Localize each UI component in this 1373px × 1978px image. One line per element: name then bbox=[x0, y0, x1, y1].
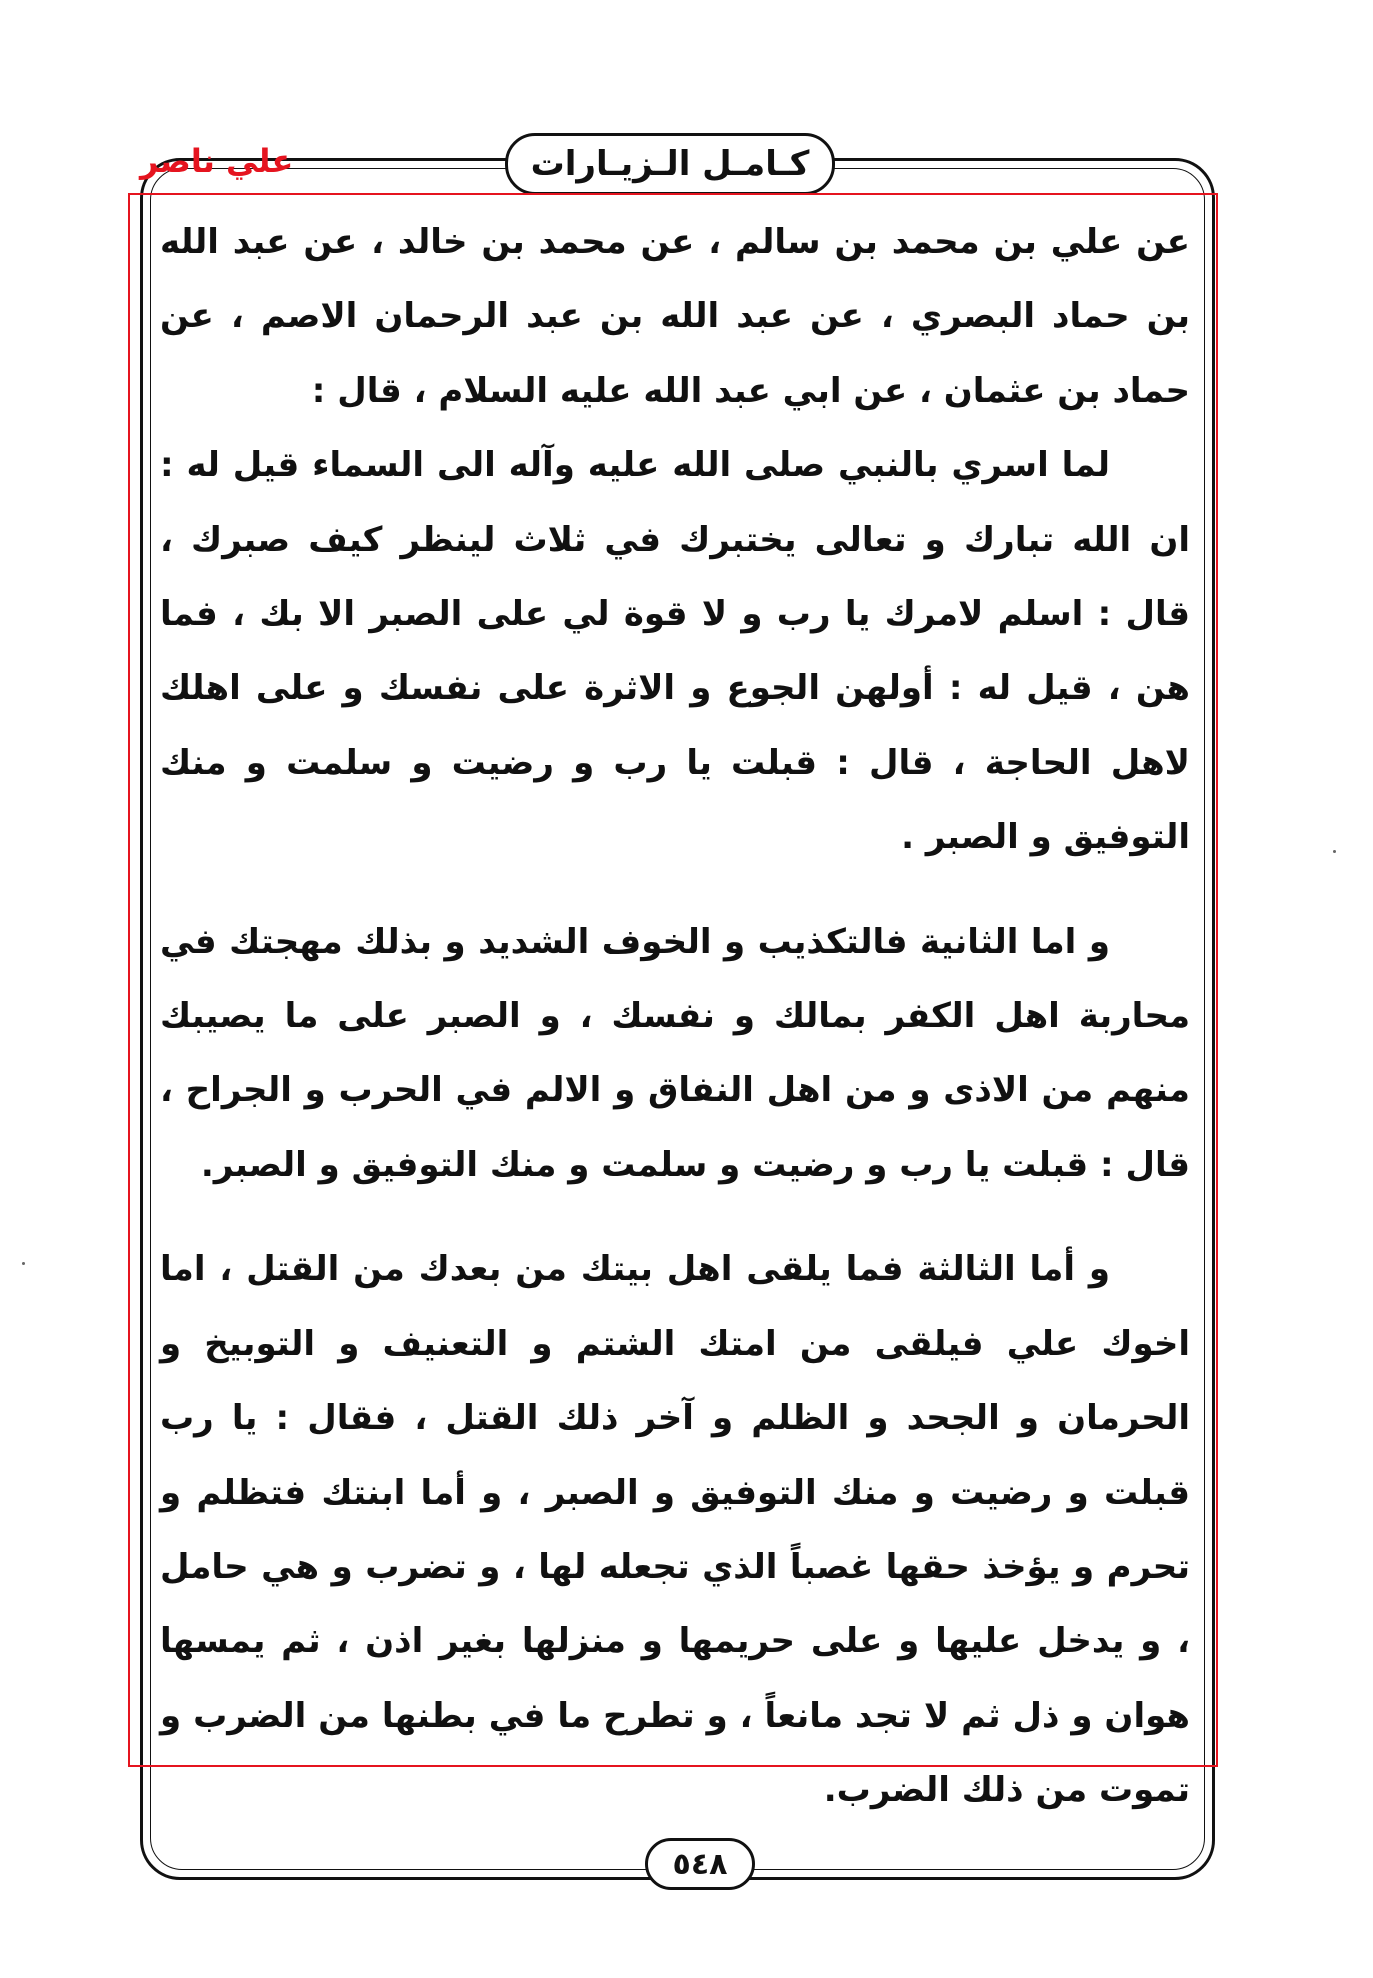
scan-speck bbox=[1333, 850, 1336, 853]
paragraph-isnad: عن علي بن محمد بن سالم ، عن محمد بن خالد ، عن عبد الله بن حماد البصري ، عن عبد الله بن عبد الرحمان الاصم ، عن حماد بن عثمان ، عن ابي عبد الله عليه السلام ، قال : bbox=[160, 222, 1190, 411]
page-number-box bbox=[645, 1838, 755, 1890]
scan-speck bbox=[22, 1262, 25, 1265]
page-number: ٥٤٨ bbox=[672, 1846, 728, 1882]
paragraph-second-trial: و اما الثانية فالتكذيب و الخوف الشديد و بذلك مهجتك في محاربة اهل الكفر بمالك و نفسك ، و الصبر على ما يصيبك منهم من الاذى و من اهل النفاق و الالم في الحرب و الجراح ، قال : قبلت يا رب و رضيت و سلمت و منك التوفيق و الصبر. bbox=[160, 921, 1190, 1185]
header-title: كـامـل الـزيـارات bbox=[530, 144, 810, 184]
body-text bbox=[160, 205, 1190, 1858]
header-title-box bbox=[505, 133, 835, 195]
paragraph-third-trial: و أما الثالثة فما يلقى اهل بيتك من بعدك من القتل ، اما اخوك علي فيلقى من امتك الشتم و التعنيف و التوبيخ و الحرمان و الجحد و الظلم و آخر ذلك القتل ، فقال : يا رب قبلت و رضيت و منك التوفيق و الصبر ، و أما ابنتك فتظلم و تحرم و يؤخذ حقها غصباً الذي تجعله لها ، و تضرب و هي حامل ، و يدخل عليها و على حريمها و منزلها بغير اذن ، ثم يمسها هوان و ذل ثم لا تجد مانعاً ، و تطرح ما في بطنها من الضرب و تموت من ذلك الضرب. bbox=[160, 1249, 1190, 1811]
watermark-text: علي ناصر bbox=[140, 142, 294, 180]
paragraph-first-trial: لما اسري بالنبي صلى الله عليه وآله الى السماء قيل له : ان الله تبارك و تعالى يختبرك في ثلاث لينظر كيف صبرك ، قال : اسلم لامرك يا رب و لا قوة لي على الصبر الا بك ، فما هن ، قيل له : أولهن الجوع و الاثرة على نفسك و على اهلك لاهل الحاجة ، قال : قبلت يا رب و رضيت و سلمت و منك التوفيق و الصبر . bbox=[160, 445, 1190, 858]
